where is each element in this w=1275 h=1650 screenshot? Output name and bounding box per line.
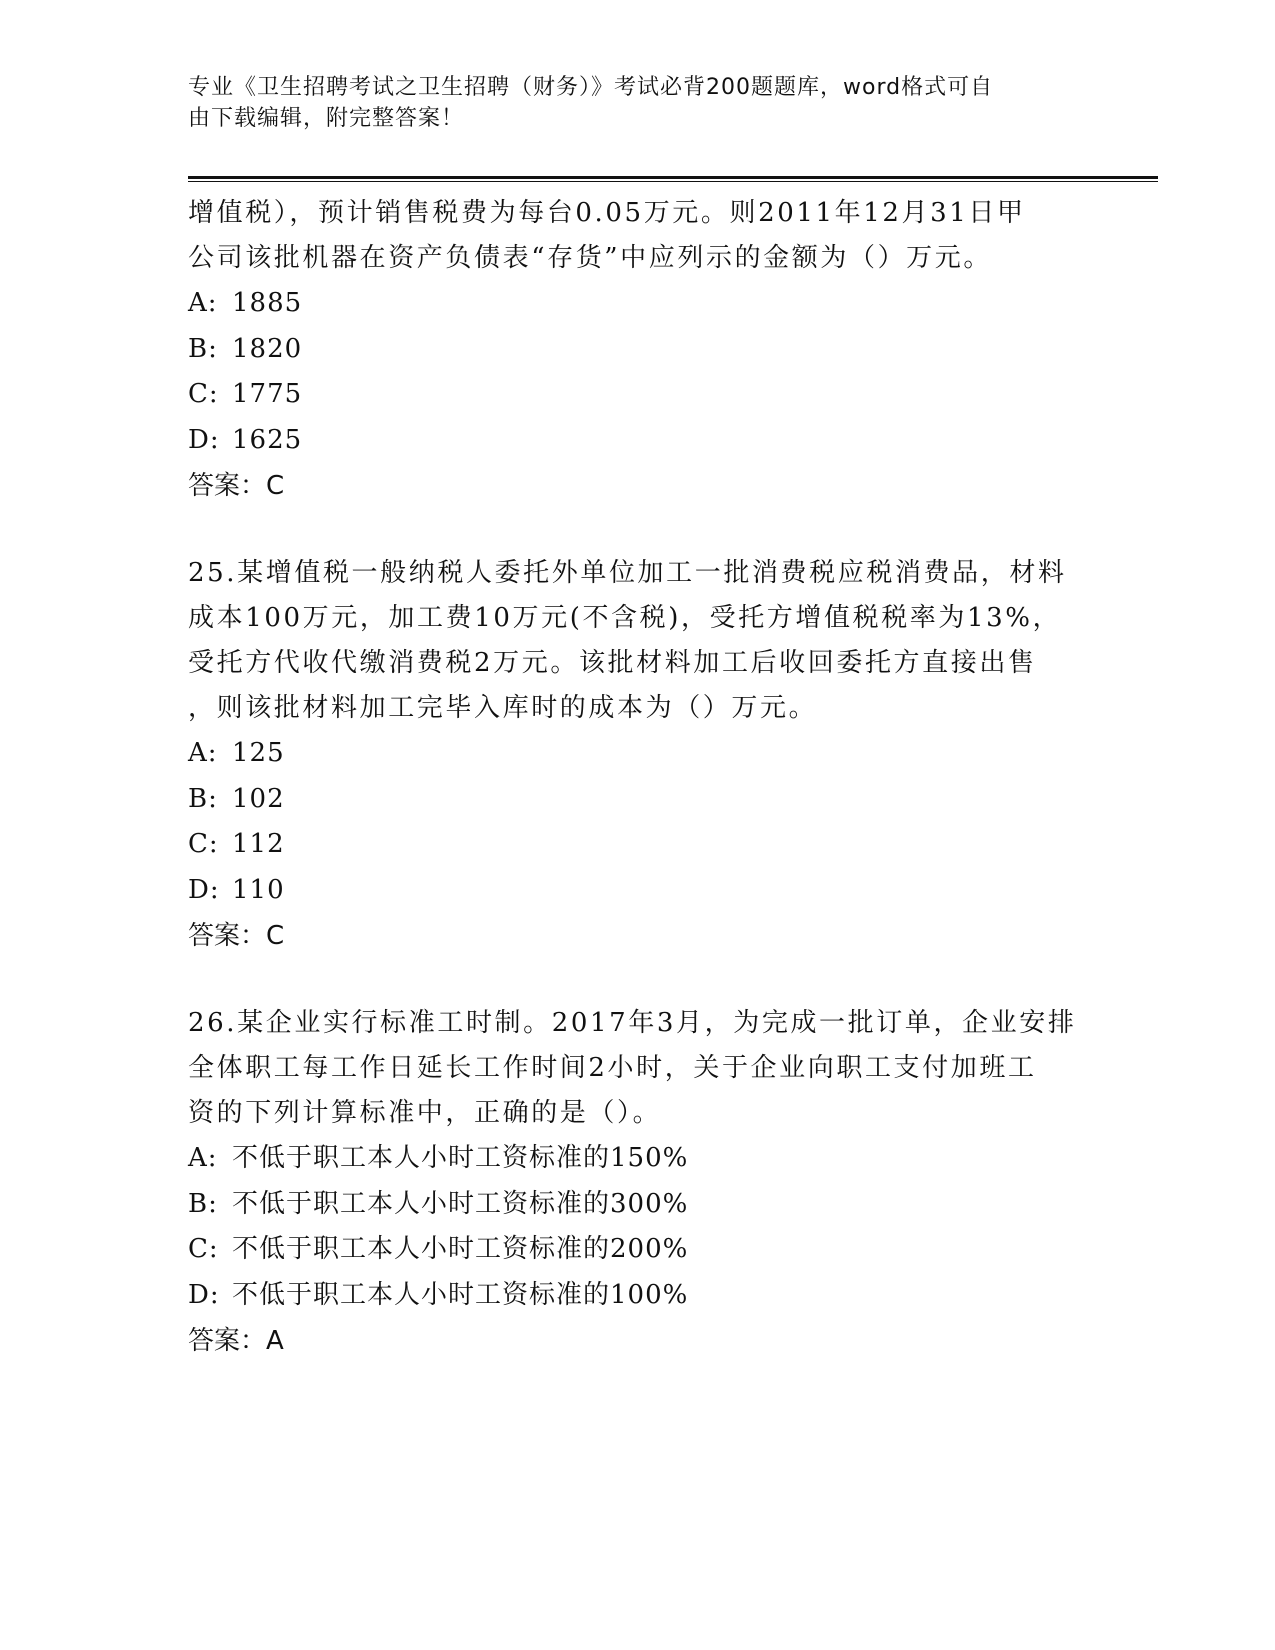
header-rule-thin: [188, 181, 1158, 182]
option-label: B:: [188, 1188, 218, 1219]
option-text: 125: [232, 738, 285, 768]
option-label: C:: [188, 379, 219, 409]
option-c: [188, 822, 1088, 868]
option-text: 不低于职工本人小时工资标准的150%: [232, 1143, 689, 1173]
question-line: 公司该批机器在资产负债表“存货”中应列示的金额为（）万元。: [188, 243, 992, 273]
question-block: [188, 191, 1088, 509]
option-text: 110: [232, 874, 285, 905]
question-line: 25.某增值税一般纳税人委托外单位加工一批消费税应税消费品，材料: [188, 558, 1067, 588]
spacer: [188, 959, 1088, 1001]
question-line: 受托方代收代缴消费税2万元。该批材料加工后收回委托方直接出售: [188, 648, 1037, 678]
spacer: [188, 509, 1088, 551]
question-block: [188, 551, 1088, 959]
option-a: [188, 281, 1088, 327]
question-line: 全体职工每工作日延长工作时间2小时，关于企业向职工支付加班工: [188, 1053, 1037, 1083]
option-b: [188, 777, 1088, 823]
option-text: 不低于职工本人小时工资标准的300%: [232, 1188, 689, 1219]
document-body: [188, 191, 1088, 1364]
question-block: [188, 1001, 1088, 1364]
option-a: [188, 1136, 1088, 1182]
option-label: C:: [188, 829, 219, 859]
question-line: ，则该批材料加工完毕入库时的成本为（）万元。: [188, 693, 818, 723]
option-b: [188, 327, 1088, 373]
option-text: 不低于职工本人小时工资标准的100%: [232, 1279, 689, 1310]
option-label: A:: [188, 288, 218, 318]
option-text: 102: [232, 783, 285, 814]
option-label: D:: [188, 424, 220, 455]
option-c: [188, 372, 1088, 418]
option-label: A:: [188, 738, 218, 768]
option-d: [188, 418, 1088, 464]
option-b: [188, 1182, 1088, 1228]
header-line-2: 由下载编辑，附完整答案！: [188, 106, 465, 131]
option-d: [188, 1273, 1088, 1319]
option-a: [188, 731, 1088, 777]
question-line: 增值税），预计销售税费为每台0.05万元。则2011年12月31日甲: [188, 198, 1026, 228]
option-text: 112: [232, 829, 285, 859]
option-label: A:: [188, 1143, 218, 1173]
question-line: 成本100万元，加工费10万元(不含税)，受托方增值税税率为13%，: [188, 603, 1062, 633]
answer-line: 答案：A: [188, 1326, 284, 1356]
option-label: D:: [188, 1279, 220, 1310]
option-text: 1625: [232, 424, 303, 455]
option-d: [188, 868, 1088, 914]
question-line: 26.某企业实行标准工时制。2017年3月，为完成一批订单，企业安排: [188, 1008, 1077, 1038]
option-text: 1885: [232, 288, 303, 318]
header-line-1: 专业《卫生招聘考试之卫生招聘（财务）》考试必背200题题库，word格式可自: [188, 75, 994, 100]
question-line: 资的下列计算标准中，正确的是（）。: [188, 1098, 662, 1128]
answer-line: 答案：C: [188, 471, 285, 501]
document-header: [188, 72, 1068, 134]
option-text: 1820: [232, 333, 303, 364]
option-label: B:: [188, 783, 218, 814]
option-label: B:: [188, 333, 218, 364]
option-text: 1775: [232, 379, 303, 409]
option-label: C:: [188, 1234, 219, 1264]
option-text: 不低于职工本人小时工资标准的200%: [232, 1234, 689, 1264]
answer-line: 答案：C: [188, 921, 285, 951]
option-label: D:: [188, 874, 220, 905]
option-c: [188, 1227, 1088, 1273]
header-rule-thick: [188, 176, 1158, 179]
